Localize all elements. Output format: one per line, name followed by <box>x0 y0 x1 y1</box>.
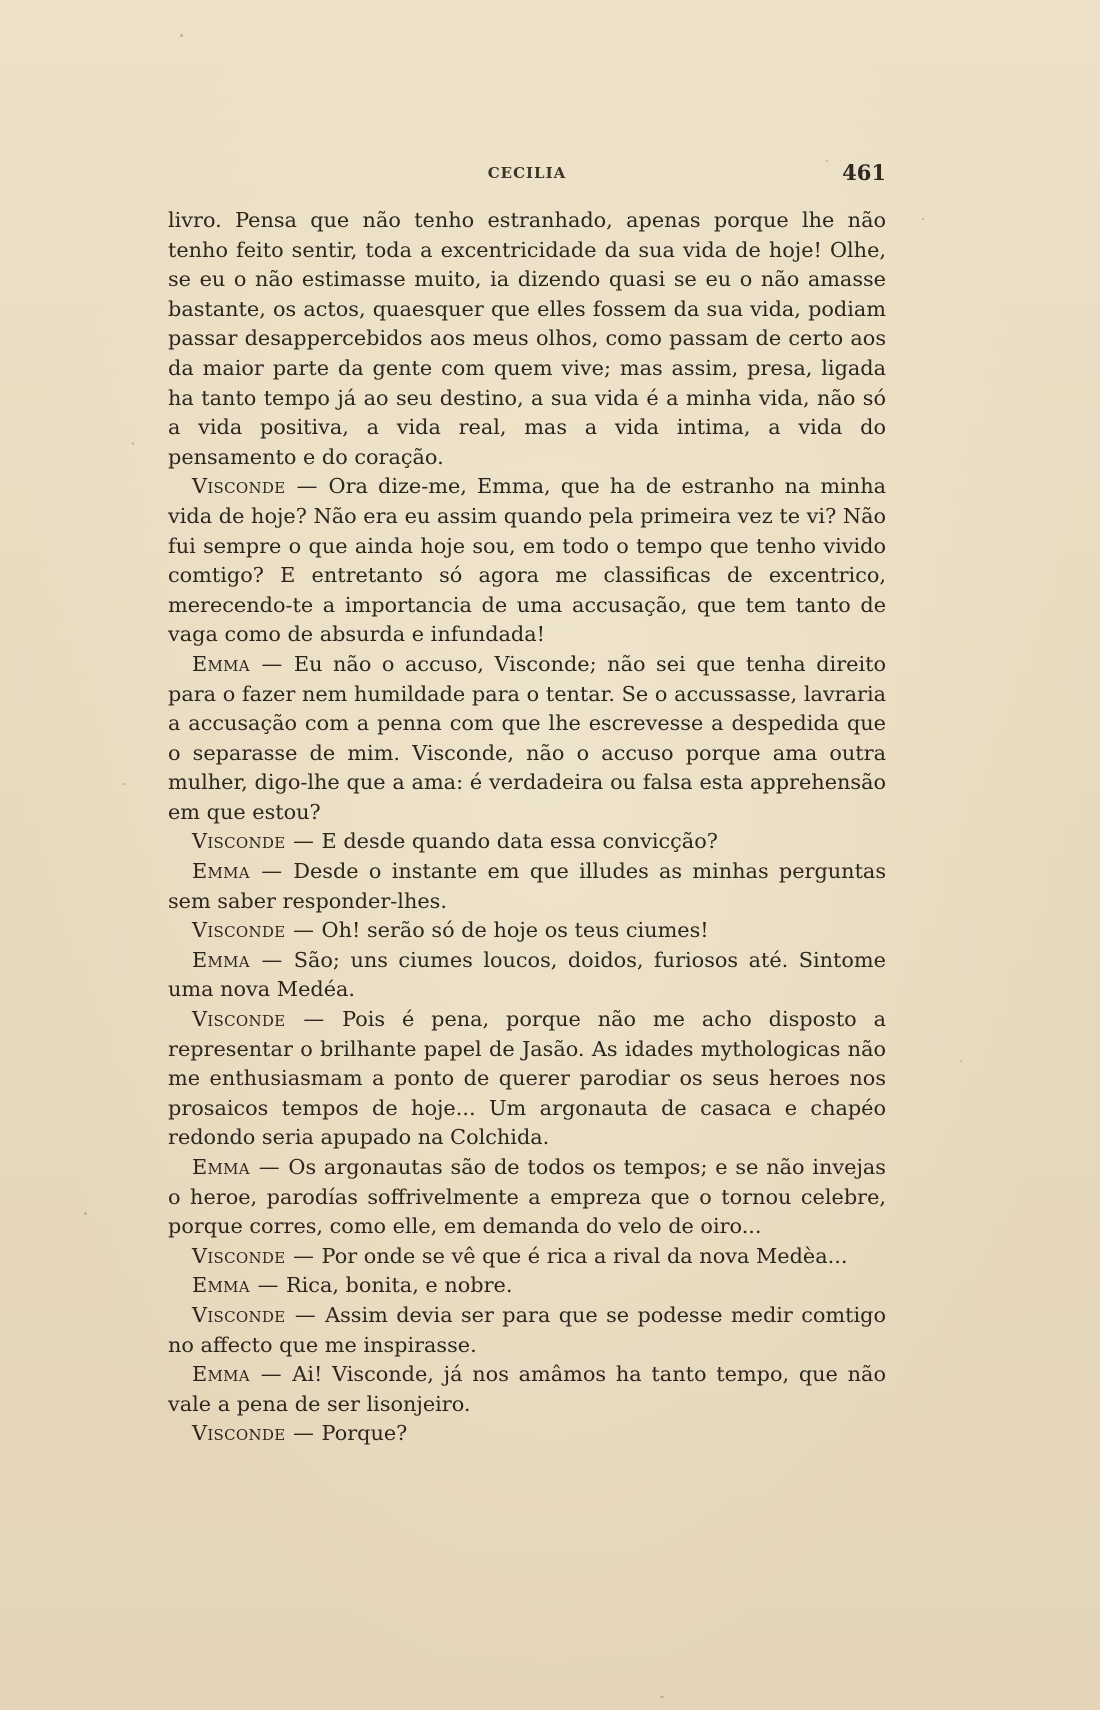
speech-dash: — <box>258 1155 280 1179</box>
paper-speck <box>922 218 924 220</box>
speech-dash: — <box>293 1243 314 1268</box>
speech-dash: — <box>303 1007 325 1032</box>
speech-dash: — <box>293 1421 314 1446</box>
speaker-name: Visconde <box>192 474 286 499</box>
speech-paragraph <box>168 916 886 946</box>
speech-dash: — <box>257 1273 279 1298</box>
speech-paragraph <box>168 857 886 916</box>
paragraph-text: livro. Pensa que não tenho estranhado, apenas porque lhe não tenho feito sentir, toda a excentricidade da sua vida de hoje! Olhe, se eu o não estimasse muito, ia dizendo quasi se eu o não amasse bastante, os actos, quaesquer que elles fossem da sua vida, podiam passar desappercebidos aos meus olhos, como passam de certo aos da maior parte da gente com quem vive; mas assim, presa, ligada ha tanto tempo já ao seu destino, a sua vida é a minha vida, não só a vida positiva, a vida real, mas a vida intima, a vida do pensamento e do coração. <box>168 208 886 469</box>
speech-paragraph <box>168 1301 886 1360</box>
speech-text: Por onde se vê que é rica a rival da nova Medèa... <box>321 1243 848 1268</box>
speaker-name: Visconde <box>192 1302 286 1327</box>
page-number: 461 <box>842 160 886 185</box>
speech-paragraph <box>168 827 886 857</box>
speech-text: Rica, bonita, e nobre. <box>285 1273 513 1298</box>
paper-speck <box>132 442 134 445</box>
paper-speck <box>660 1696 664 1698</box>
speech-text: Os argonautas são de todos os tempos; e se não invejas o heroe, parodías soffrivelmente a empreza que o tornou celebre, porque corres, como elle, em demanda do velo de oiro... <box>168 1155 886 1239</box>
page-header <box>168 160 886 190</box>
speech-paragraph <box>168 1271 886 1301</box>
speech-text: Oh! serão só de hoje os teus ciumes! <box>321 918 709 943</box>
paper-speck <box>84 1212 87 1215</box>
speech-paragraph <box>168 472 886 650</box>
speaker-name: Visconde <box>192 1421 286 1446</box>
speech-dash: — <box>293 829 314 854</box>
speech-dash: — <box>293 918 314 943</box>
speech-dash: — <box>260 1362 282 1387</box>
paper-speck <box>960 1060 962 1062</box>
running-title: CECILIA <box>487 164 567 182</box>
speech-paragraph <box>168 1242 886 1272</box>
speech-paragraph <box>168 1360 886 1419</box>
paper-speck <box>122 783 125 785</box>
speaker-name: Visconde <box>192 1007 286 1032</box>
speech-dash: — <box>261 947 283 972</box>
speaker-name: Visconde <box>192 829 286 854</box>
speech-text: Assim devia ser para que se podesse medir comtigo no affecto que me inspirasse. <box>168 1302 886 1357</box>
speech-paragraph <box>168 1153 886 1242</box>
speaker-name: Emma <box>192 859 250 884</box>
speaker-name: Emma <box>192 651 250 676</box>
speaker-name: Emma <box>192 1362 250 1387</box>
speech-text: Ora dize-me, Emma, que ha de estranho na minha vida de hoje? Não era eu assim quando pela primeira vez te vi? Não fui sempre o que ainda hoje sou, em todo o tempo que tenho vivido comtigo? E entretanto só agora me classificas de excentrico, merecendo-te a importancia de uma accusação, que tem tanto de vaga como de absurda e infundada! <box>168 474 886 647</box>
speech-dash: — <box>296 474 318 499</box>
speaker-name: Emma <box>192 1155 250 1179</box>
speech-paragraph <box>168 946 886 1005</box>
speech-paragraph <box>168 1005 886 1153</box>
speech-text: Desde o instante em que illudes as minhas perguntas sem saber responder-lhes. <box>168 859 886 913</box>
speech-text: Pois é pena, porque não me acho disposto a representar o brilhante papel de Jasão. As idades mythologicas não me enthusiasmam a ponto de querer parodiar os seus heroes nos prosaicos tempos de hoje... Um argonauta de casaca e chapéo redondo seria apupado na Colchida. <box>168 1007 886 1150</box>
speech-text: Porque? <box>321 1421 408 1446</box>
speech-dash: — <box>294 1302 316 1327</box>
speech-paragraph <box>168 650 886 828</box>
speaker-name: Emma <box>192 1273 250 1298</box>
speaker-name: Visconde <box>192 918 286 943</box>
speech-dash: — <box>261 651 283 676</box>
speech-text: Eu não o accuso, Visconde; não sei que tenha direito para o fazer nem humildade para o tentar. Se o accussasse, lavraria a accusação com a penna com que lhe escrevesse a despedida que o separasse de mim. Visconde, não o accuso porque ama outra mulher, digo-lhe que a ama: é verdadeira ou falsa esta apprehensão em que estou? <box>168 651 886 824</box>
paragraph <box>168 206 886 472</box>
paper-speck <box>826 160 828 162</box>
body-text <box>168 206 886 1449</box>
speech-text: Ai! Visconde, já nos amâmos ha tanto tempo, que não vale a pena de ser lisonjeiro. <box>168 1362 886 1416</box>
speaker-name: Emma <box>192 947 250 972</box>
speech-dash: — <box>261 859 283 884</box>
paper-speck <box>180 34 183 37</box>
speech-paragraph <box>168 1419 886 1449</box>
speech-text: São; uns ciumes loucos, doidos, furiosos até. Sintome uma nova Medéa. <box>168 947 886 1002</box>
speech-text: E desde quando data essa convicção? <box>321 829 718 854</box>
speaker-name: Visconde <box>192 1243 286 1268</box>
